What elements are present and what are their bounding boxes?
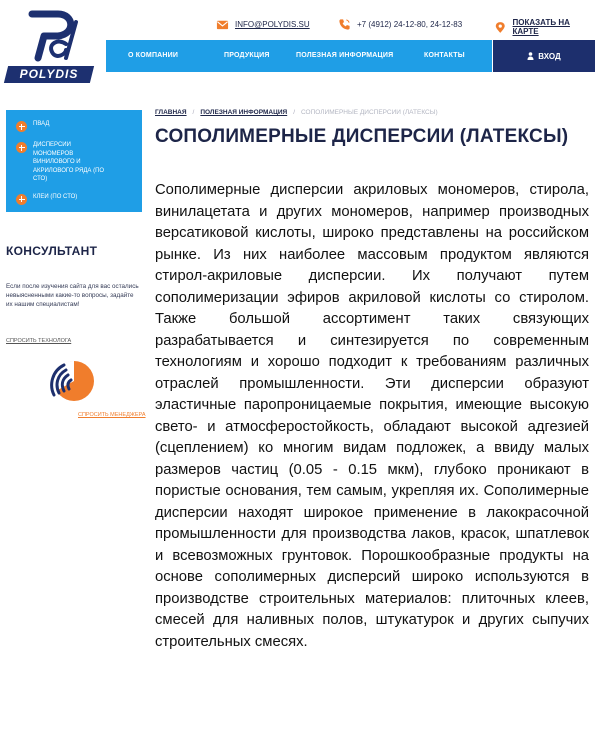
phone-icon (338, 18, 351, 31)
sidebar-item-glues[interactable] (16, 193, 134, 205)
sidebar-item-label: ПВАД (33, 121, 50, 127)
consultant-title: КОНСУЛЬТАНТ (6, 244, 98, 258)
article-body: Сополимерные дисперсии акриловых мономеров, стирола, винилацетата и других мономеров, например производных версатиковой кислоты, широко представлены на российском рынке. Из них наиболее массовым продуктом являются стирол-акриловые дисперсии. Их получают путем сополимеризации эфиров акриловой кислоты со стиролом. Также большой ассортимент таких связующих разрабатывается и синтезируется по современным технологиям и хорошо подходит к требованиям различных отраслей промышленности. Эти дисперсии образуют эластичные паропроницаемые покрытия, имеющие высокую свето- и атмосферостойкость, обладают высокой адгезией (сцеплением) ко многим видам подложек, а ввиду малых размеров частиц (0.05 - 0.15 мкм), глубоко проникают в пористые основания, тем самым, укрепляя их. Сополимерные дисперсии находят широкое применение в лакокрасочной промышленности для производства лаков, красок, шпатлевок и всевозможных грунтовок. Порошкообразные продукты на основе сополимерных дисперсий широко используются в производстве строительных материалов: плиточных клеев, смесей для наливных полов, штукатурок и других сыпучих строительных смесях. (155, 182, 589, 650)
nav-item-contacts[interactable]: КОНТАКТЫ (424, 52, 465, 59)
breadcrumb-current: СОПОЛИМЕРНЫЕ ДИСПЕРСИИ (ЛАТЕКСЫ) (301, 109, 438, 116)
login-button[interactable] (493, 40, 595, 72)
breadcrumb (155, 109, 438, 116)
consultant-icon[interactable] (48, 357, 96, 405)
user-icon (527, 52, 534, 60)
email-link[interactable] (216, 18, 310, 31)
breadcrumb-separator: / (293, 109, 295, 116)
email-text: INFO@POLYDIS.SU (235, 20, 310, 29)
header-contacts (0, 18, 595, 34)
show-map-text: ПОКАЗАТЬ НА КАРТЕ (512, 18, 570, 36)
logo-plate (4, 66, 94, 83)
page-title: СОПОЛИМЕРНЫЕ ДИСПЕРСИИ (ЛАТЕКСЫ) (155, 126, 569, 147)
sidebar-menu (6, 110, 142, 212)
breadcrumb-separator: / (192, 109, 195, 116)
sidebar-item-pvad[interactable] (16, 120, 134, 132)
nav-item-products[interactable]: ПРОДУКЦИЯ (224, 52, 270, 59)
sidebar-item-label: КЛЕИ (ПО СТО) (33, 193, 78, 200)
ask-manager-link[interactable]: СПРОСИТЬ МЕНЕДЖЕРА (78, 412, 146, 418)
breadcrumb-home[interactable]: ГЛАВНАЯ (155, 109, 187, 116)
phone-text: +7 (4912) 24-12-80, 24-12-83 (357, 20, 463, 29)
mail-icon (216, 18, 229, 31)
logo-text: POLYDIS (19, 67, 79, 81)
nav-item-about[interactable]: О КОМПАНИИ (128, 52, 179, 59)
consultant-text: Если после изучения сайта для вас остались невыясненными какие-то вопросы, задайте их нашим специалистам! (6, 283, 139, 308)
sidebar-item-dispersions[interactable] (16, 141, 134, 184)
main-nav (106, 40, 492, 72)
show-map-link[interactable] (494, 18, 595, 36)
breadcrumb-section[interactable]: ПОЛЕЗНАЯ ИНФОРМАЦИЯ (200, 109, 288, 116)
plus-icon (16, 142, 27, 153)
sidebar-item-label: ДИСПЕРСИИ МОНОМЕРОВ ВИНИЛОВОГО И АКРИЛОВОГО РЯДА (ПО СТО) (33, 142, 105, 182)
map-pin-icon (494, 21, 507, 34)
nav-item-useful-info[interactable]: ПОЛЕЗНАЯ ИНФОРМАЦИЯ (296, 52, 394, 59)
ask-technologist-link[interactable]: СПРОСИТЬ ТЕХНОЛОГА (6, 338, 72, 344)
plus-icon (16, 121, 27, 132)
plus-icon (16, 194, 27, 205)
phone-link[interactable] (338, 18, 462, 31)
login-label: ВХОД (538, 51, 561, 61)
